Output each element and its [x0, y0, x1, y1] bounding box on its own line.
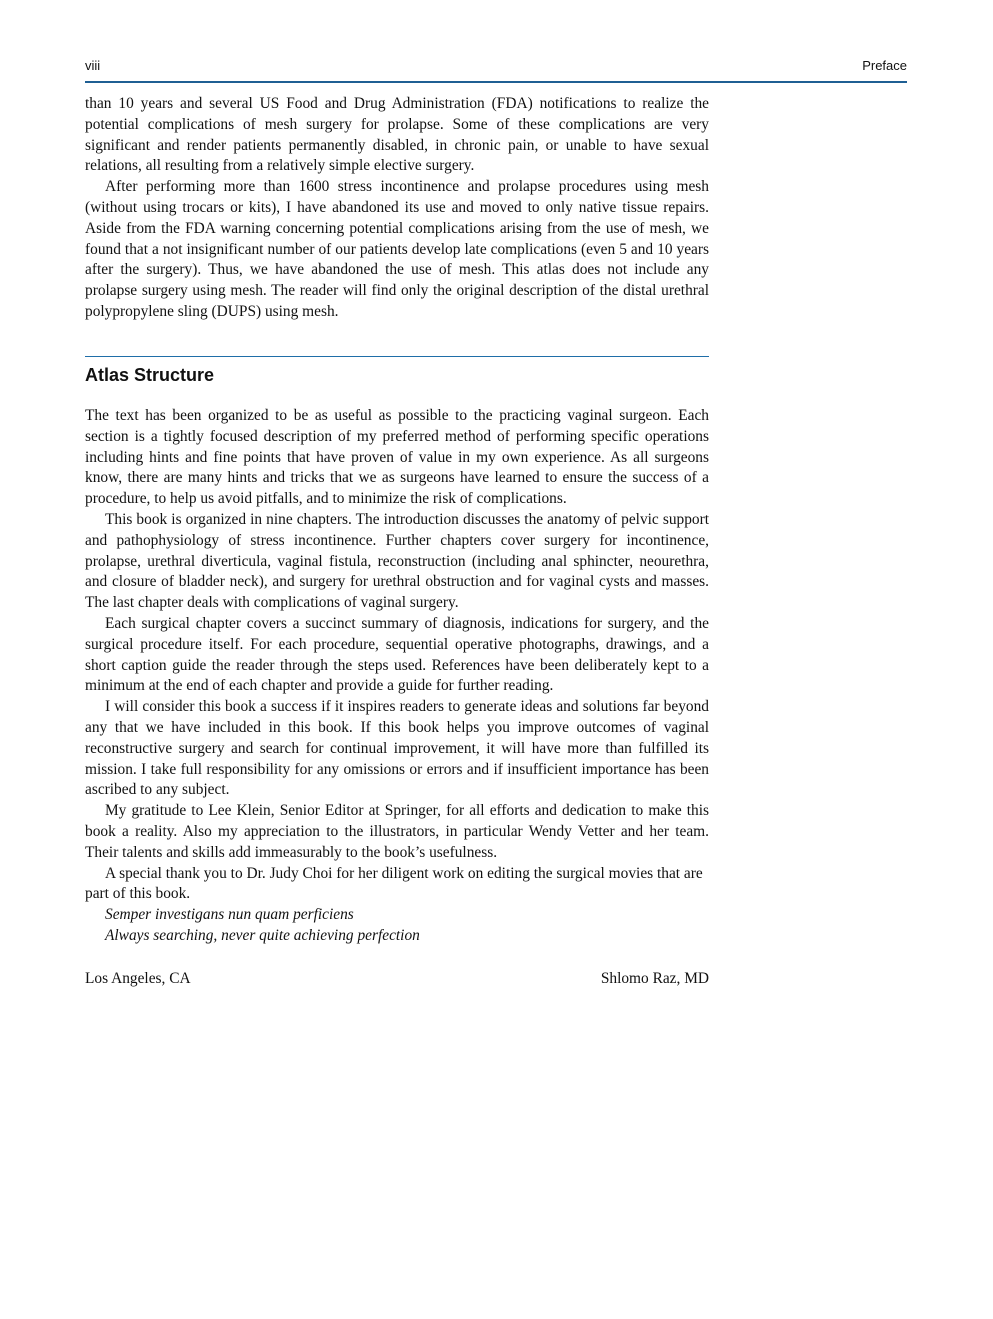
body-paragraph: My gratitude to Lee Klein, Senior Editor at Springer, for all efforts and dedication to make this book a reality. Also my appreciation to the illustrators, in particular Wendy Vetter and her team. Their talents and skills add immeasurably to the book’s usefulness. [85, 802, 709, 861]
atlas-structure-text [85, 406, 709, 947]
body-paragraph: The text has been organized to be as useful as possible to the practicing vaginal surgeon. Each section is a tightly focused description of my preferred method of performing specific operations including hints and fine points that have proven of value in my own experience. As all surgeons know, there are many hints and tricks that we as surgeons have learned to ensure the success of a procedure, to help us avoid pitfalls, and to minimize the risk of complications. [85, 407, 709, 508]
intro-paragraph: than 10 years and several US Food and Drug Administration (FDA) notifications to realize the potential complications of mesh surgery for prolapse. Some of these complications are very significant and render patients permanently disabled, in chronic pain, or unable to have sexual relations, all resulting from a relatively simple elective surgery. [85, 95, 709, 175]
signature-place: Los Angeles, CA [85, 970, 191, 987]
running-header [85, 57, 907, 83]
intro-text [85, 94, 709, 323]
signature-line [85, 969, 709, 991]
motto-english: Always searching, never quite achieving perfection [105, 926, 420, 944]
body-paragraph: I will consider this book a success if it inspires readers to generate ideas and solutions far beyond any that we have included in this book. If this book helps you improve outcomes of vaginal reconstructive surgery and search for continual improvement, it will have more than fulfilled its mission. I take full responsibility for any omissions or errors and if insufficient importance has been ascribed to any subject. [85, 698, 709, 799]
page-number: viii [85, 58, 101, 73]
signature-author: Shlomo Raz, MD [600, 970, 709, 987]
body-paragraph: This book is organized in nine chapters. The introduction discusses the anatomy of pelvic support and pathophysiology of stress incontinence. Further chapters cover surgery for incontinence, prolapse, urethral diverticula, vaginal fistula, reconstruction (including anal sphincter, neourethra, and closure of bladder neck), and surgery for urethral obstruction and for vaginal cysts and masses. The last chapter deals with complications of vaginal surgery. [85, 510, 709, 612]
motto-latin: Semper investigans nun quam perficiens [105, 906, 354, 924]
section-heading: Atlas Structure [85, 365, 215, 385]
section-divider [85, 356, 709, 357]
body-paragraph: Each surgical chapter covers a succinct summary of diagnosis, indications for surgery, and the surgical procedure itself. For each procedure, sequential operative photographs, drawings, and a short caption guide the reader through the steps used. References have been deliberately kept to a minimum at the end of each chapter and provide a guide for further reading. [85, 614, 709, 695]
running-header-title: Preface [862, 58, 907, 73]
body-paragraph: A special thank you to Dr. Judy Choi for her diligent work on editing the surgical movies that are part of this book. [85, 864, 703, 903]
intro-paragraph: After performing more than 1600 stress incontinence and prolapse procedures using mesh (without using trocars or kits), I have abandoned its use and moved to only native tissue repairs. Aside from the FDA warning concerning potential complications arising from the use of mesh, we found that a not insignificant number of our patients develop late complications (even 5 and 10 years after the surgery). Thus, we have abandoned the use of mesh. This atlas does not include any prolapse surgery using mesh. The reader will find only the original description of the distal urethral polypropylene sling (DUPS) using mesh. [85, 178, 709, 320]
